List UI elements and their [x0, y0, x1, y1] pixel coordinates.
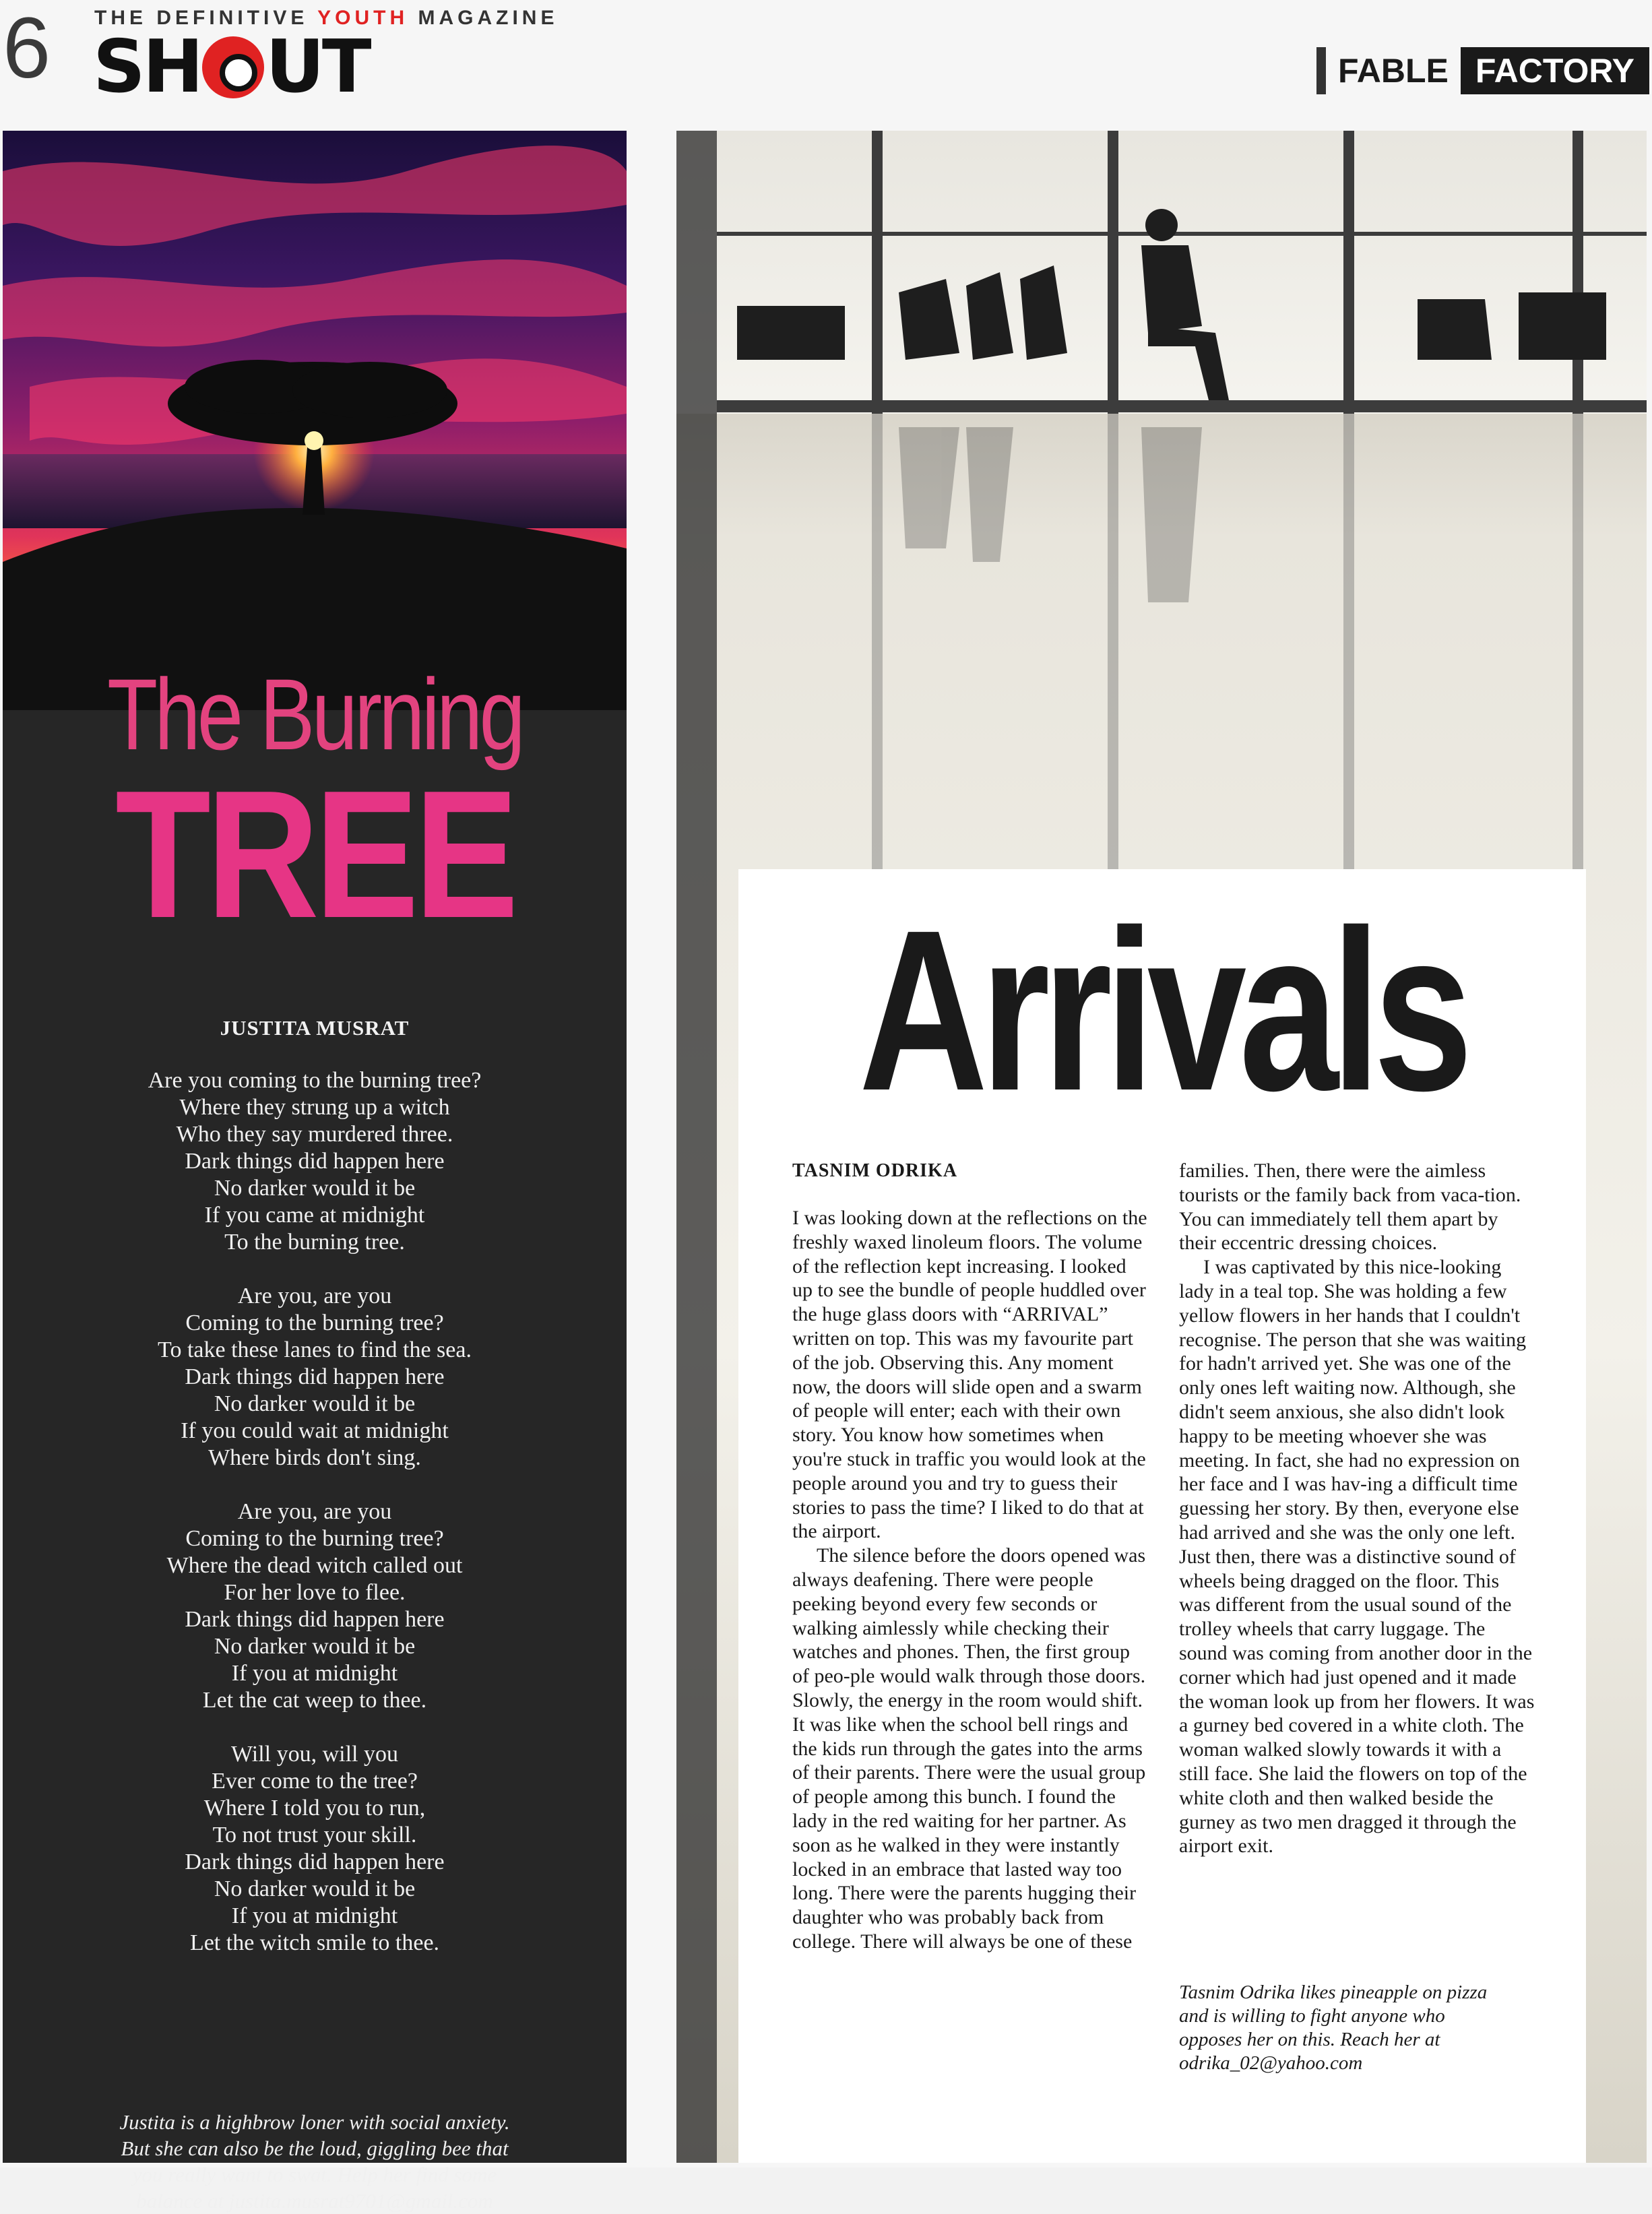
poem-line: If you at midnight — [231, 1661, 398, 1686]
poem-line: For her love to flee. — [224, 1580, 406, 1605]
poem-line: Are you coming to the burning tree? — [148, 1068, 482, 1093]
poem-title-line2: TREE — [115, 753, 514, 956]
section-word-1: FABLE — [1337, 52, 1449, 90]
tagline-suffix: MAGAZINE — [408, 7, 559, 29]
poem-stanza — [3, 1741, 627, 1957]
poem-line: Coming to the burning tree? — [185, 1310, 444, 1335]
poem-line: Coming to the burning tree? — [185, 1526, 444, 1551]
poem-line: Where I told you to run, — [203, 1796, 426, 1821]
poem-line: Dark things did happen here — [185, 1607, 445, 1632]
bio-line: But she can also be the loud, giggling bee that — [121, 2137, 509, 2160]
article-paragraph: The silence before the doors opened was always deafening. There were people peeking beyond every few seconds or walking aimlessly while checking their watches and phones. Then, the first group of peo-ple would walk through those doors. Slowly, the energy in the room would shift. It was like when the school bell rings and the kids run through the gates into the arms of their parents. There were the usual group of people among this bunch. I found the lady in the red waiting for her partner. As soon as he walked in they were instantly locked in an embrace that lasted way too long. There were the parents hugging their daughter who was probably back from college. There will always be one of these — [792, 1544, 1146, 1953]
poem-line: Let the cat weep to thee. — [202, 1688, 427, 1713]
poem-line: If you at midnight — [231, 1903, 398, 1928]
poem-line: No darker would it be — [214, 1391, 416, 1416]
bio-line: Tasnim Odrika likes pineapple on pizza — [1179, 1982, 1488, 2003]
poem-line: Dark things did happen here — [185, 1849, 445, 1874]
logo-text-left: SH — [93, 25, 201, 109]
poem-line: To take these lanes to find the sea. — [158, 1337, 472, 1362]
poem-line: If you could wait at midnight — [181, 1418, 449, 1443]
section-tag-bar — [1316, 47, 1326, 94]
poem-line: To the burning tree. — [224, 1230, 405, 1255]
article-paragraph: I was looking down at the reflections on the freshly waxed linoleum floors. The volume of the reflection kept increasing. I looked up to see the bundle of people huddled over the huge glass doors with “ARRIVAL” written on top. This was my favourite part of the job. Observing this. Any moment now, the doors will slide open and a swarm of people will enter; each with their own story. You know how sometimes when you're stuck in traffic you would look at the people around you and try to guess their stories to pass the time? I liked to do that at the airport. — [792, 1207, 1147, 1543]
article-paragraph: families. Then, there were the aimless tourists or the family back from vaca-tion. You can immediately tell them apart by their eccentric dressing choices. — [1179, 1160, 1521, 1255]
poem-line: Where birds don't sing. — [208, 1445, 421, 1470]
poem-line: No darker would it be — [214, 1176, 416, 1201]
poem-line: Will you, will you — [231, 1742, 398, 1767]
shout-logo — [93, 25, 369, 109]
poem-line: Dark things did happen here — [185, 1364, 445, 1389]
poem-line: To not trust your skill. — [212, 1823, 417, 1847]
article-column-2 — [1179, 1159, 1535, 1858]
section-tag — [1316, 47, 1649, 94]
article-title: Arrivals — [858, 883, 1466, 1139]
bio-line: balance at justita.musrat9701@gmail.com — [136, 2189, 493, 2213]
poem-title-line1: The Burning — [107, 658, 522, 771]
sunset-tree-illustration — [3, 131, 627, 710]
bio-line: odrika_02@yahoo.com — [1179, 2052, 1363, 2074]
poem-line: Are you, are you — [237, 1499, 392, 1524]
section-word-2: FACTORY — [1461, 47, 1649, 94]
poem-line: No darker would it be — [214, 1634, 416, 1659]
article-paragraph: I was captivated by this nice-looking lady in a teal top. She was holding a few yellow flowers in her hands that I couldn't recognise. The person that she was waiting for hadn't arrived yet. She was one of the only ones left waiting now. Although, she didn't seem anxious, she also didn't look happy to be meeting whoever she was meeting. In fact, she had no expression on her face and I was hav-ing a difficult time guessing her story. By then, everyone else had arrived and she was the only one left. Just then, there was a distinctive sound of wheels being dragged on the floor. This was different from the usual sound of the trolley wheels that carry luggage. The sound was coming from another door in the corner which had just opened and it made the woman look up from her flowers. It was a gurney bed covered in a white cloth. The woman walked slowly towards it with a still face. She laid the flowers on top of the white cloth and then walked beside the gurney as two men dragged it through the airport exit. — [1179, 1256, 1535, 1858]
poem-line: Are you, are you — [237, 1284, 392, 1308]
arrivals-article — [738, 869, 1586, 2163]
logo-o-icon — [202, 36, 264, 98]
poem-panel — [3, 131, 627, 2213]
poem-stanza — [3, 1067, 627, 1256]
poem-author-bio — [30, 2109, 600, 2214]
poem-line: Who they say murdered three. — [176, 1122, 453, 1147]
tagline-highlight: YOUTH — [317, 7, 409, 29]
poem-line: Let the witch smile to thee. — [189, 1930, 440, 1955]
bio-line: you really want to swat. Help her find some — [132, 2163, 497, 2186]
article-byline: TASNIM ODRIKA — [792, 1160, 958, 1181]
bio-line: and is willing to fight anyone who — [1179, 2005, 1445, 2027]
poem-line: No darker would it be — [214, 1876, 416, 1901]
burning-tree-image — [3, 131, 627, 710]
logo-text-right: UT — [265, 25, 369, 109]
poem-author: JUSTITA MUSRAT — [220, 1016, 410, 1040]
poem-stanza — [3, 1283, 627, 1472]
poem-line: Where they strung up a witch — [179, 1095, 450, 1120]
poem-line: Dark things did happen here — [185, 1149, 445, 1174]
article-column-1 — [792, 1206, 1148, 1954]
poem-stanza — [3, 1498, 627, 1714]
tagline-prefix: THE DEFINITIVE — [94, 7, 318, 29]
article-author-bio — [1179, 1981, 1535, 2075]
bio-line: Justita is a highbrow loner with social anxiety. — [119, 2110, 510, 2134]
bio-line: opposes her on this. Reach her at — [1179, 2029, 1440, 2050]
poem-line: Ever come to the tree? — [212, 1769, 418, 1794]
poem-body — [3, 1067, 627, 1984]
poem-line: If you came at midnight — [204, 1203, 425, 1228]
poem-line: Where the dead witch called out — [166, 1553, 463, 1578]
page-number: 6 — [3, 0, 51, 96]
